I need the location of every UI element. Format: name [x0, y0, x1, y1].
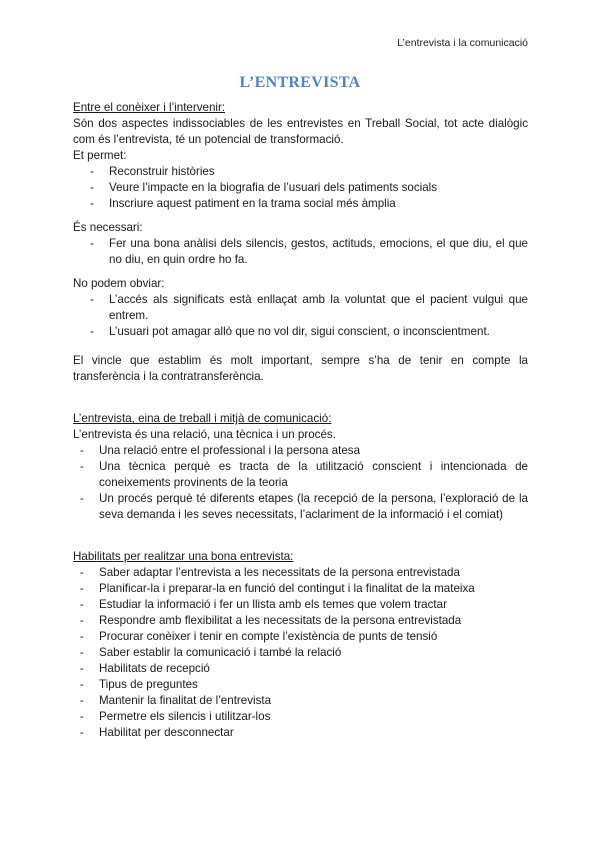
list-item: - Permetre els silencis i utilitzar-los	[73, 709, 528, 725]
section-heading: L’entrevista, eina de treball i mitjà de comunicació:	[73, 412, 332, 425]
page-title: L’ENTREVISTA	[239, 74, 361, 91]
list-item: - Respondre amb flexibilitat a les necessitats de la persona entrevistada	[73, 613, 528, 629]
list-item: - Mantenir la finalitat de l’entrevista	[73, 693, 528, 709]
bullet-list	[73, 292, 528, 340]
list-item: - Reconstruir històries	[83, 164, 528, 180]
list-item: - Una tècnica perquè es tracta de la utilització conscient i intencionada de coneixements provinents de la teoria	[73, 459, 528, 491]
bullet-list	[73, 443, 528, 523]
list-item: - Tipus de preguntes	[73, 677, 528, 693]
paragraph: L’entrevista és una relació, una tècnica i un procés.	[73, 428, 336, 441]
list-item: - L’usuari pot amagar allò que no vol dir, sigui conscient, o inconscientment.	[83, 324, 528, 340]
section-heading: Habilitats per realitzar una bona entrevista:	[73, 550, 294, 563]
bullet-list	[73, 565, 528, 741]
list-item: - Un procés perquè té diferents etapes (la recepció de la persona, l’exploració de la seva demanda i les seves necessitats, l’aclariment de la informació i el comiat)	[73, 491, 528, 523]
paragraph: És necessari:	[73, 221, 143, 234]
section-heading: Entre el conèixer i l’intervenir:	[73, 101, 226, 114]
bullet-list	[73, 236, 528, 268]
list-item: - Inscriure aquest patiment en la trama social més àmplia	[83, 196, 528, 212]
list-item: - Planificar-la i preparar-la en funció del contingut i la finalitat de la mateixa	[73, 581, 528, 597]
list-item: - Estudiar la informació i fer un llista amb els temes que volem tractar	[73, 597, 528, 613]
list-item: - Veure l’impacte en la biografia de l’usuari dels patiments socials	[83, 180, 528, 196]
paragraph: Et permet:	[73, 149, 127, 162]
paragraph: No podem obviar:	[73, 277, 165, 290]
list-item: - Saber adaptar l’entrevista a les necessitats de la persona entrevistada	[73, 565, 528, 581]
list-item: - Saber establir la comunicació i també la relació	[73, 645, 528, 661]
running-header: L’entrevista i la comunicació	[397, 37, 528, 49]
list-item: - Procurar conèixer i tenir en compte l’existència de punts de tensió	[73, 629, 528, 645]
list-item: - Fer una bona anàlisi dels silencis, gestos, actituds, emocions, el que diu, el que no diu, en quin ordre ho fa.	[83, 236, 528, 268]
list-item: - Habilitat per desconnectar	[73, 725, 528, 741]
paragraph: Són dos aspectes indissociables de les entrevistes en Treball Social, tot acte dialògic com és l’entrevista, té un potencial de transformació.	[73, 117, 528, 146]
list-item: - L’accés als significats està enllaçat amb la voluntat que el pacient vulgui que entrem.	[83, 292, 528, 324]
paragraph: El vincle que establim és molt important, sempre s’ha de tenir en compte la transferència i la contratransferència.	[73, 354, 528, 383]
list-item: - Una relació entre el professional i la persona atesa	[73, 443, 528, 459]
document-body	[73, 100, 528, 741]
bullet-list	[73, 164, 528, 212]
list-item: - Habilitats de recepció	[73, 661, 528, 677]
